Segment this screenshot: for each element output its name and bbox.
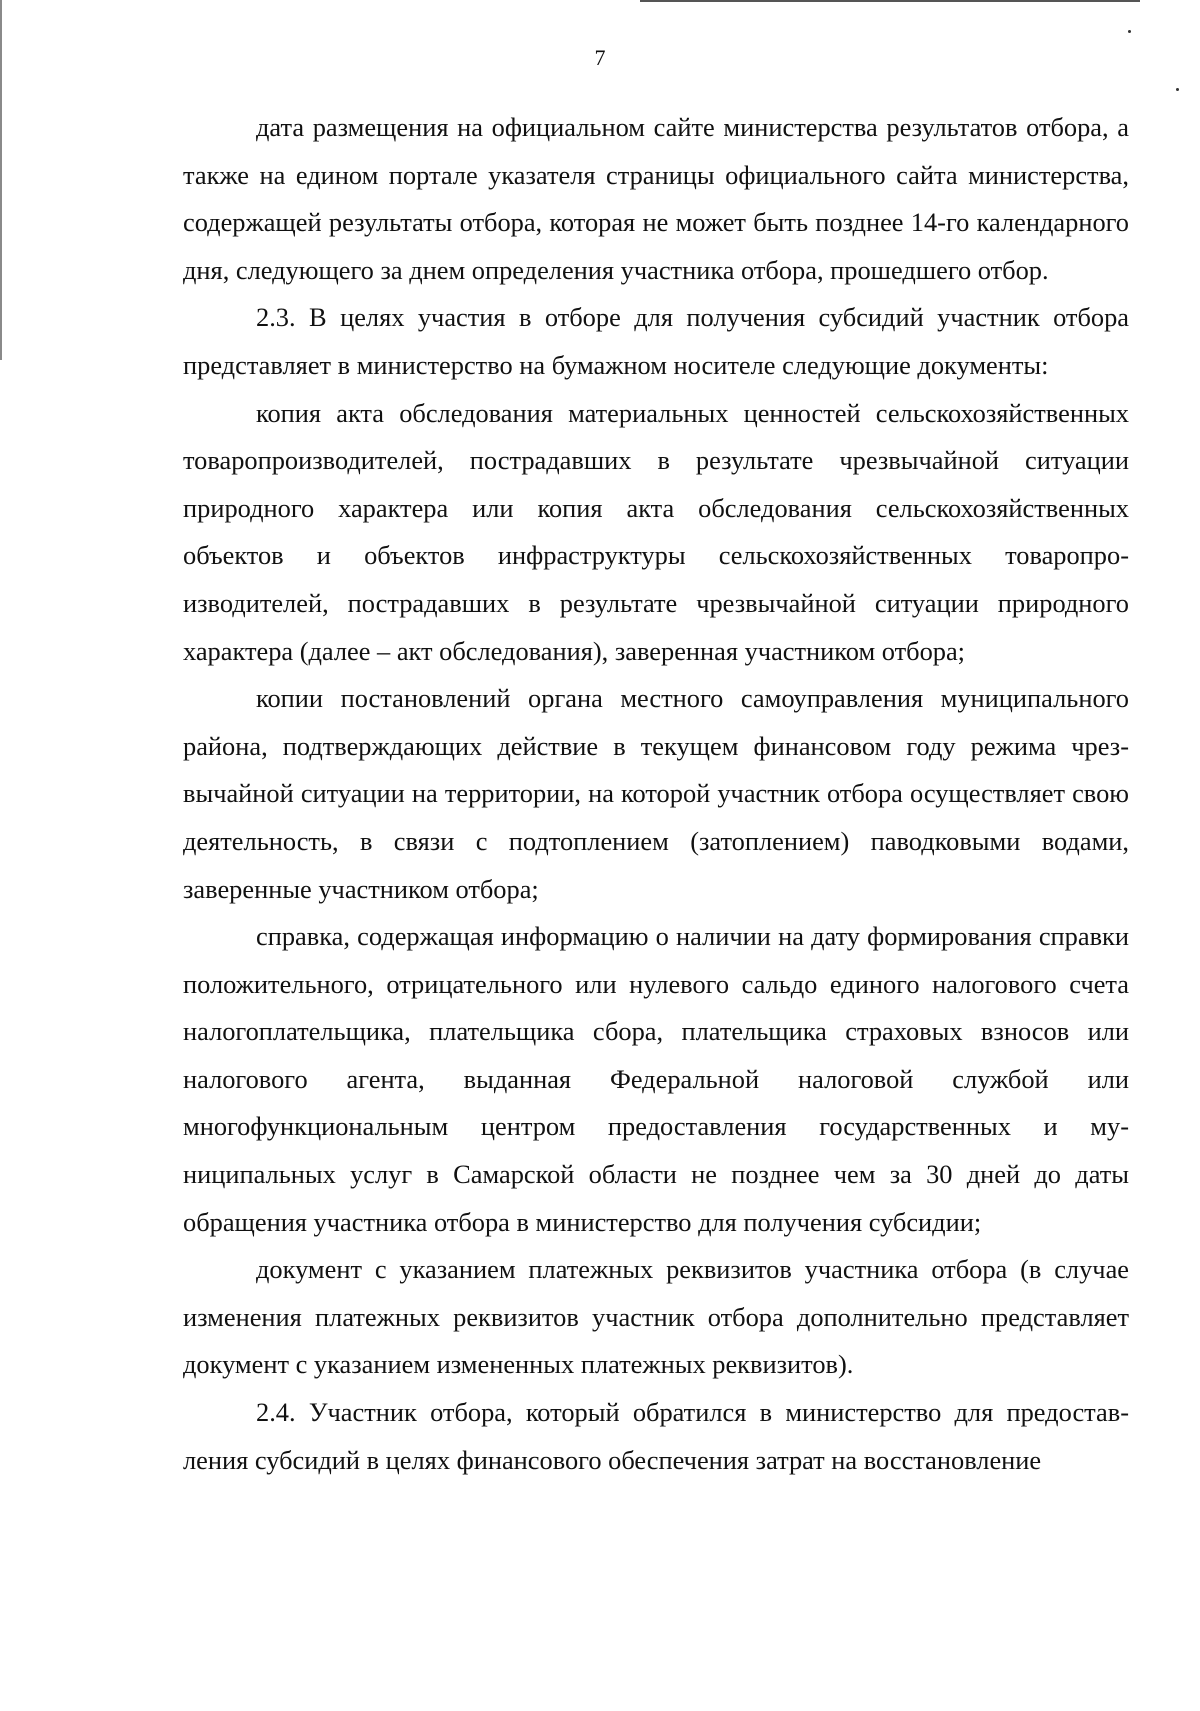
- paragraph-2-4: 2.4. Участник отбора, который обратился в министерство для предоставления субсидий в целях финансового обеспечения затрат на восстановление: [183, 1397, 1129, 1475]
- paragraph-payment-details: документ с указанием платежных реквизитов участника отбора (в случае изменения платежных реквизитов участник отбора дополнительно представляет документ с указанием измененных платежных реквизитов).: [183, 1254, 1129, 1380]
- scan-speck: [1176, 88, 1179, 91]
- document-body: [183, 104, 1129, 1484]
- paragraph-publication-date: дата размещения на официальном сайте министерства результатов отбора, а также на едином портале указателя страницы официального сайта министерства, содержащей результаты отбора, которая не может быть позднее 14-го календарного дня, следующего за днем определения участника отбора, прошедшего отбор.: [183, 112, 1129, 285]
- paragraph-inspection-act: копия акта обследования материальных ценностей сельскохозяйственных товаропроизводителей, пострадавших в результате чрезвычайной ситуации природного характера или копия акта обследования сельскохозяйственных объектов и объектов инфраструктуры сельскохозяйственных товаропроизводителей, пострадавших в результате чрезвычайной ситуации природного характера (далее – акт обследования), заверенная участником отбора;: [183, 397, 1129, 666]
- paragraph-resolutions: копии постановлений органа местного самоуправления муниципального района, подтверждающих действие в текущем финансовом году режима чрезвычайной ситуации на территории, на которой участник отбора осуществляет свою деятельность, в связи с подтоплением (затоплением) паводковыми водами, заверенные участником отбора;: [183, 683, 1129, 904]
- paragraph-tax-certificate: справка, содержащая информацию о наличии на дату формирования справки положительного, отрицательного или нулевого сальдо единого налогового счета налогоплательщика, плательщика сбора, плательщика страховых взносов или налогового агента, выданная Федеральной налоговой службой или многофункциональным центром предоставления государственных и муниципальных услуг в Самарской области не позднее чем за 30 дней до даты обращения участника отбора в министерство для получения субсидии;: [183, 921, 1129, 1237]
- paragraph-2-3: 2.3. В целях участия в отборе для получения субсидий участник отбора представляет в министерство на бумажном носителе следующие документы:: [183, 302, 1129, 380]
- page-number: 7: [594, 45, 606, 70]
- scan-edge-top: [640, 0, 1140, 2]
- scan-speck: [1128, 30, 1131, 33]
